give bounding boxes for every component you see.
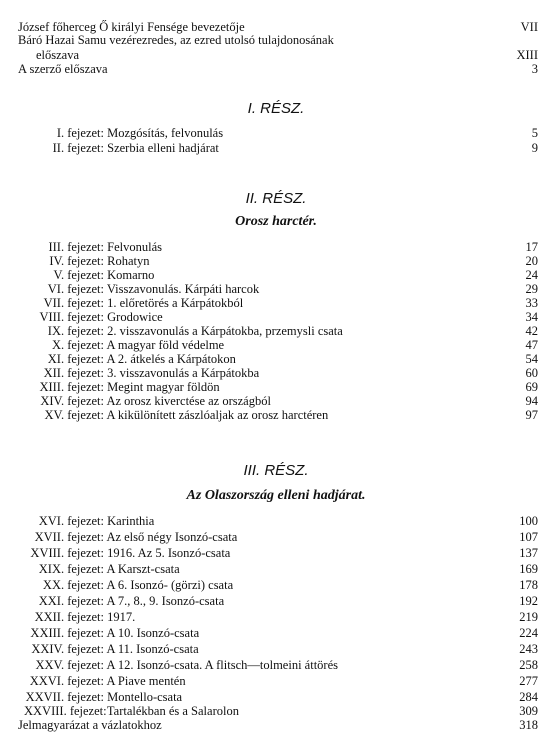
chapter-title: A 10. Isonzó-csata — [106, 626, 200, 640]
toc-entry-title: előszava — [36, 48, 80, 62]
chapter-title: Tartalékban és a Salarolon — [106, 704, 239, 718]
toc-entry — [0, 33, 552, 47]
chapter-number: XXVIII. fejezet: — [24, 704, 107, 718]
chapter-number: XXVI. fejezet: — [29, 674, 104, 688]
chapter-number: VIII. fejezet: — [39, 310, 104, 324]
toc-entry — [0, 282, 552, 296]
toc-entry-page: 284 — [519, 690, 538, 704]
chapter-number: XIV. fejezet: — [40, 394, 104, 408]
chapter-number: XX. fejezet: — [42, 578, 104, 592]
toc-entry-page: 24 — [525, 268, 538, 282]
toc-entry — [0, 718, 552, 732]
chapter-number: XVII. fejezet: — [34, 530, 104, 544]
chapter-title: Felvonulás — [107, 240, 162, 254]
toc-entry — [0, 240, 552, 254]
toc-entry-page: 34 — [525, 310, 538, 324]
chapter-title: A kikülönített zászlóaljak az orosz harctéren — [106, 408, 329, 422]
toc-entry-page: 5 — [531, 126, 538, 140]
chapter-title: A 7., 8., 9. Isonzó-csata — [106, 594, 225, 608]
chapter-title: Az első négy Isonzó-csata — [106, 530, 238, 544]
chapter-title: 2. visszavonulás a Kárpátokba, przemysli csata — [107, 324, 343, 338]
toc-entry — [0, 394, 552, 408]
chapter-number: XV. fejezet: — [44, 408, 104, 422]
chapter-number: XXI. fejezet: — [38, 594, 104, 608]
toc-entry-title: A szerző előszava — [18, 62, 108, 76]
chapter-title: Az orosz kiverctése az országból — [106, 394, 271, 408]
chapter-title: A magyar föld védelme — [106, 338, 225, 352]
chapter-title: Rohatyn — [107, 254, 150, 268]
chapter-title: 1. előretörés a Kárpátokból — [107, 296, 244, 310]
toc-entry — [0, 126, 552, 140]
toc-entry — [0, 408, 552, 422]
toc-entry — [0, 658, 552, 672]
toc-entry-page: 107 — [519, 530, 538, 544]
toc-entry-page: 94 — [525, 394, 538, 408]
toc-entry — [0, 48, 552, 62]
toc-entry — [0, 530, 552, 544]
chapter-number: XIII. fejezet: — [39, 380, 104, 394]
chapter-title: Mozgósítás, felvonulás — [107, 126, 224, 140]
toc-entry — [0, 674, 552, 688]
toc-entry — [0, 562, 552, 576]
chapter-title: Szerbia elleni hadjárat — [107, 141, 219, 155]
toc-entry-page: 277 — [519, 674, 538, 688]
chapter-number: I. fejezet: — [56, 126, 104, 140]
toc-entry-page: 309 — [519, 704, 538, 718]
toc-entry-page: 9 — [531, 141, 538, 155]
chapter-number: II. fejezet: — [52, 141, 104, 155]
toc-entry — [0, 254, 552, 268]
toc-entry — [0, 610, 552, 624]
chapter-title: A Piave mentén — [106, 674, 186, 688]
chapter-title: Montello-csata — [107, 690, 183, 704]
toc-entry-page: 33 — [525, 296, 538, 310]
chapter-title: Karinthia — [107, 514, 155, 528]
toc-entry — [0, 20, 552, 34]
part-heading: II. RÉSZ. — [245, 190, 307, 207]
toc-entry — [0, 626, 552, 640]
toc-entry-page: 137 — [519, 546, 538, 560]
chapter-number: XIX. fejezet: — [38, 562, 104, 576]
toc-entry-page: 258 — [519, 658, 538, 672]
chapter-number: IX. fejezet: — [47, 324, 104, 338]
part-subtitle: Orosz harctér. — [235, 214, 317, 229]
chapter-title: A Karszt-csata — [106, 562, 180, 576]
part-heading: I. RÉSZ. — [247, 100, 305, 117]
toc-entry — [0, 296, 552, 310]
chapter-number: XXVII. fejezet: — [25, 690, 104, 704]
chapter-number: XXIII. fejezet: — [30, 626, 104, 640]
toc-entry-page: 219 — [519, 610, 538, 624]
chapter-title: 1917. — [107, 610, 136, 624]
toc-entry — [0, 268, 552, 282]
toc-entry-page: 224 — [519, 626, 538, 640]
chapter-number: XXII. fejezet: — [34, 610, 104, 624]
chapter-title: 1916. Az 5. Isonzó-csata — [107, 546, 231, 560]
toc-entry-page: 100 — [519, 514, 538, 528]
chapter-number: XXV. fejezet: — [35, 658, 104, 672]
toc-entry-page: 29 — [525, 282, 538, 296]
toc-entry — [0, 514, 552, 528]
chapter-number: X. fejezet: — [51, 338, 104, 352]
toc-entry — [0, 642, 552, 656]
chapter-number: XVIII. fejezet: — [30, 546, 104, 560]
toc-entry-page: XIII — [516, 48, 538, 62]
toc-entry — [0, 704, 552, 718]
toc-entry-page: 97 — [525, 408, 538, 422]
chapter-title: Komarno — [107, 268, 155, 282]
toc-entry — [0, 310, 552, 324]
chapter-number: VII. fejezet: — [43, 296, 104, 310]
chapter-number: XI. fejezet: — [47, 352, 104, 366]
toc-entry — [0, 62, 552, 76]
toc-entry-page: 192 — [519, 594, 538, 608]
toc-entry — [0, 352, 552, 366]
toc-entry-page: VII — [520, 20, 538, 34]
toc-entry-page: 178 — [519, 578, 538, 592]
chapter-title: Megint magyar földön — [107, 380, 220, 394]
toc-entry-title: Jelmagyarázat a vázlatokhoz — [18, 718, 162, 732]
toc-entry-page: 42 — [525, 324, 538, 338]
toc-entry-page: 20 — [525, 254, 538, 268]
chapter-number: XII. fejezet: — [43, 366, 104, 380]
chapter-title: A 2. átkelés a Kárpátokon — [106, 352, 236, 366]
toc-entry-page: 17 — [525, 240, 538, 254]
toc-entry-page: 47 — [525, 338, 538, 352]
toc-entry — [0, 141, 552, 155]
chapter-title: A 6. Isonzó- (görzi) csata — [106, 578, 234, 592]
chapter-number: VI. fejezet: — [47, 282, 104, 296]
chapter-number: XVI. fejezet: — [38, 514, 104, 528]
toc-entry — [0, 366, 552, 380]
chapter-number: III. fejezet: — [48, 240, 104, 254]
toc-entry — [0, 594, 552, 608]
toc-entry — [0, 380, 552, 394]
toc-entry-page: 54 — [525, 352, 538, 366]
chapter-title: A 11. Isonzó-csata — [106, 642, 199, 656]
toc-entry-page: 69 — [525, 380, 538, 394]
toc-entry-title: József főherceg Ő királyi Fensége bevezetője — [18, 20, 245, 34]
toc-entry-page: 243 — [519, 642, 538, 656]
chapter-number: IV. fejezet: — [49, 254, 104, 268]
toc-entry — [0, 578, 552, 592]
toc-entry — [0, 690, 552, 704]
chapter-title: Grodowice — [107, 310, 163, 324]
toc-entry — [0, 546, 552, 560]
part-heading: III. RÉSZ. — [243, 462, 309, 479]
chapter-number: XXIV. fejezet: — [31, 642, 104, 656]
toc-entry-title: Báró Hazai Samu vezérezredes, az ezred utolsó tulajdonosának — [18, 33, 334, 47]
chapter-title: A 12. Isonzó-csata. A flitsch—tolmeini áttörés — [106, 658, 338, 672]
toc-entry-page: 318 — [519, 718, 538, 732]
toc-entry-page: 3 — [531, 62, 538, 76]
toc-entry-page: 60 — [525, 366, 538, 380]
toc-entry-page: 169 — [519, 562, 538, 576]
chapter-title: 3. visszavonulás a Kárpátokba — [107, 366, 260, 380]
toc-entry — [0, 324, 552, 338]
chapter-number: V. fejezet: — [53, 268, 104, 282]
part-subtitle: Az Olaszország elleni hadjárat. — [186, 488, 366, 503]
chapter-title: Visszavonulás. Kárpáti harcok — [106, 282, 260, 296]
toc-entry — [0, 338, 552, 352]
